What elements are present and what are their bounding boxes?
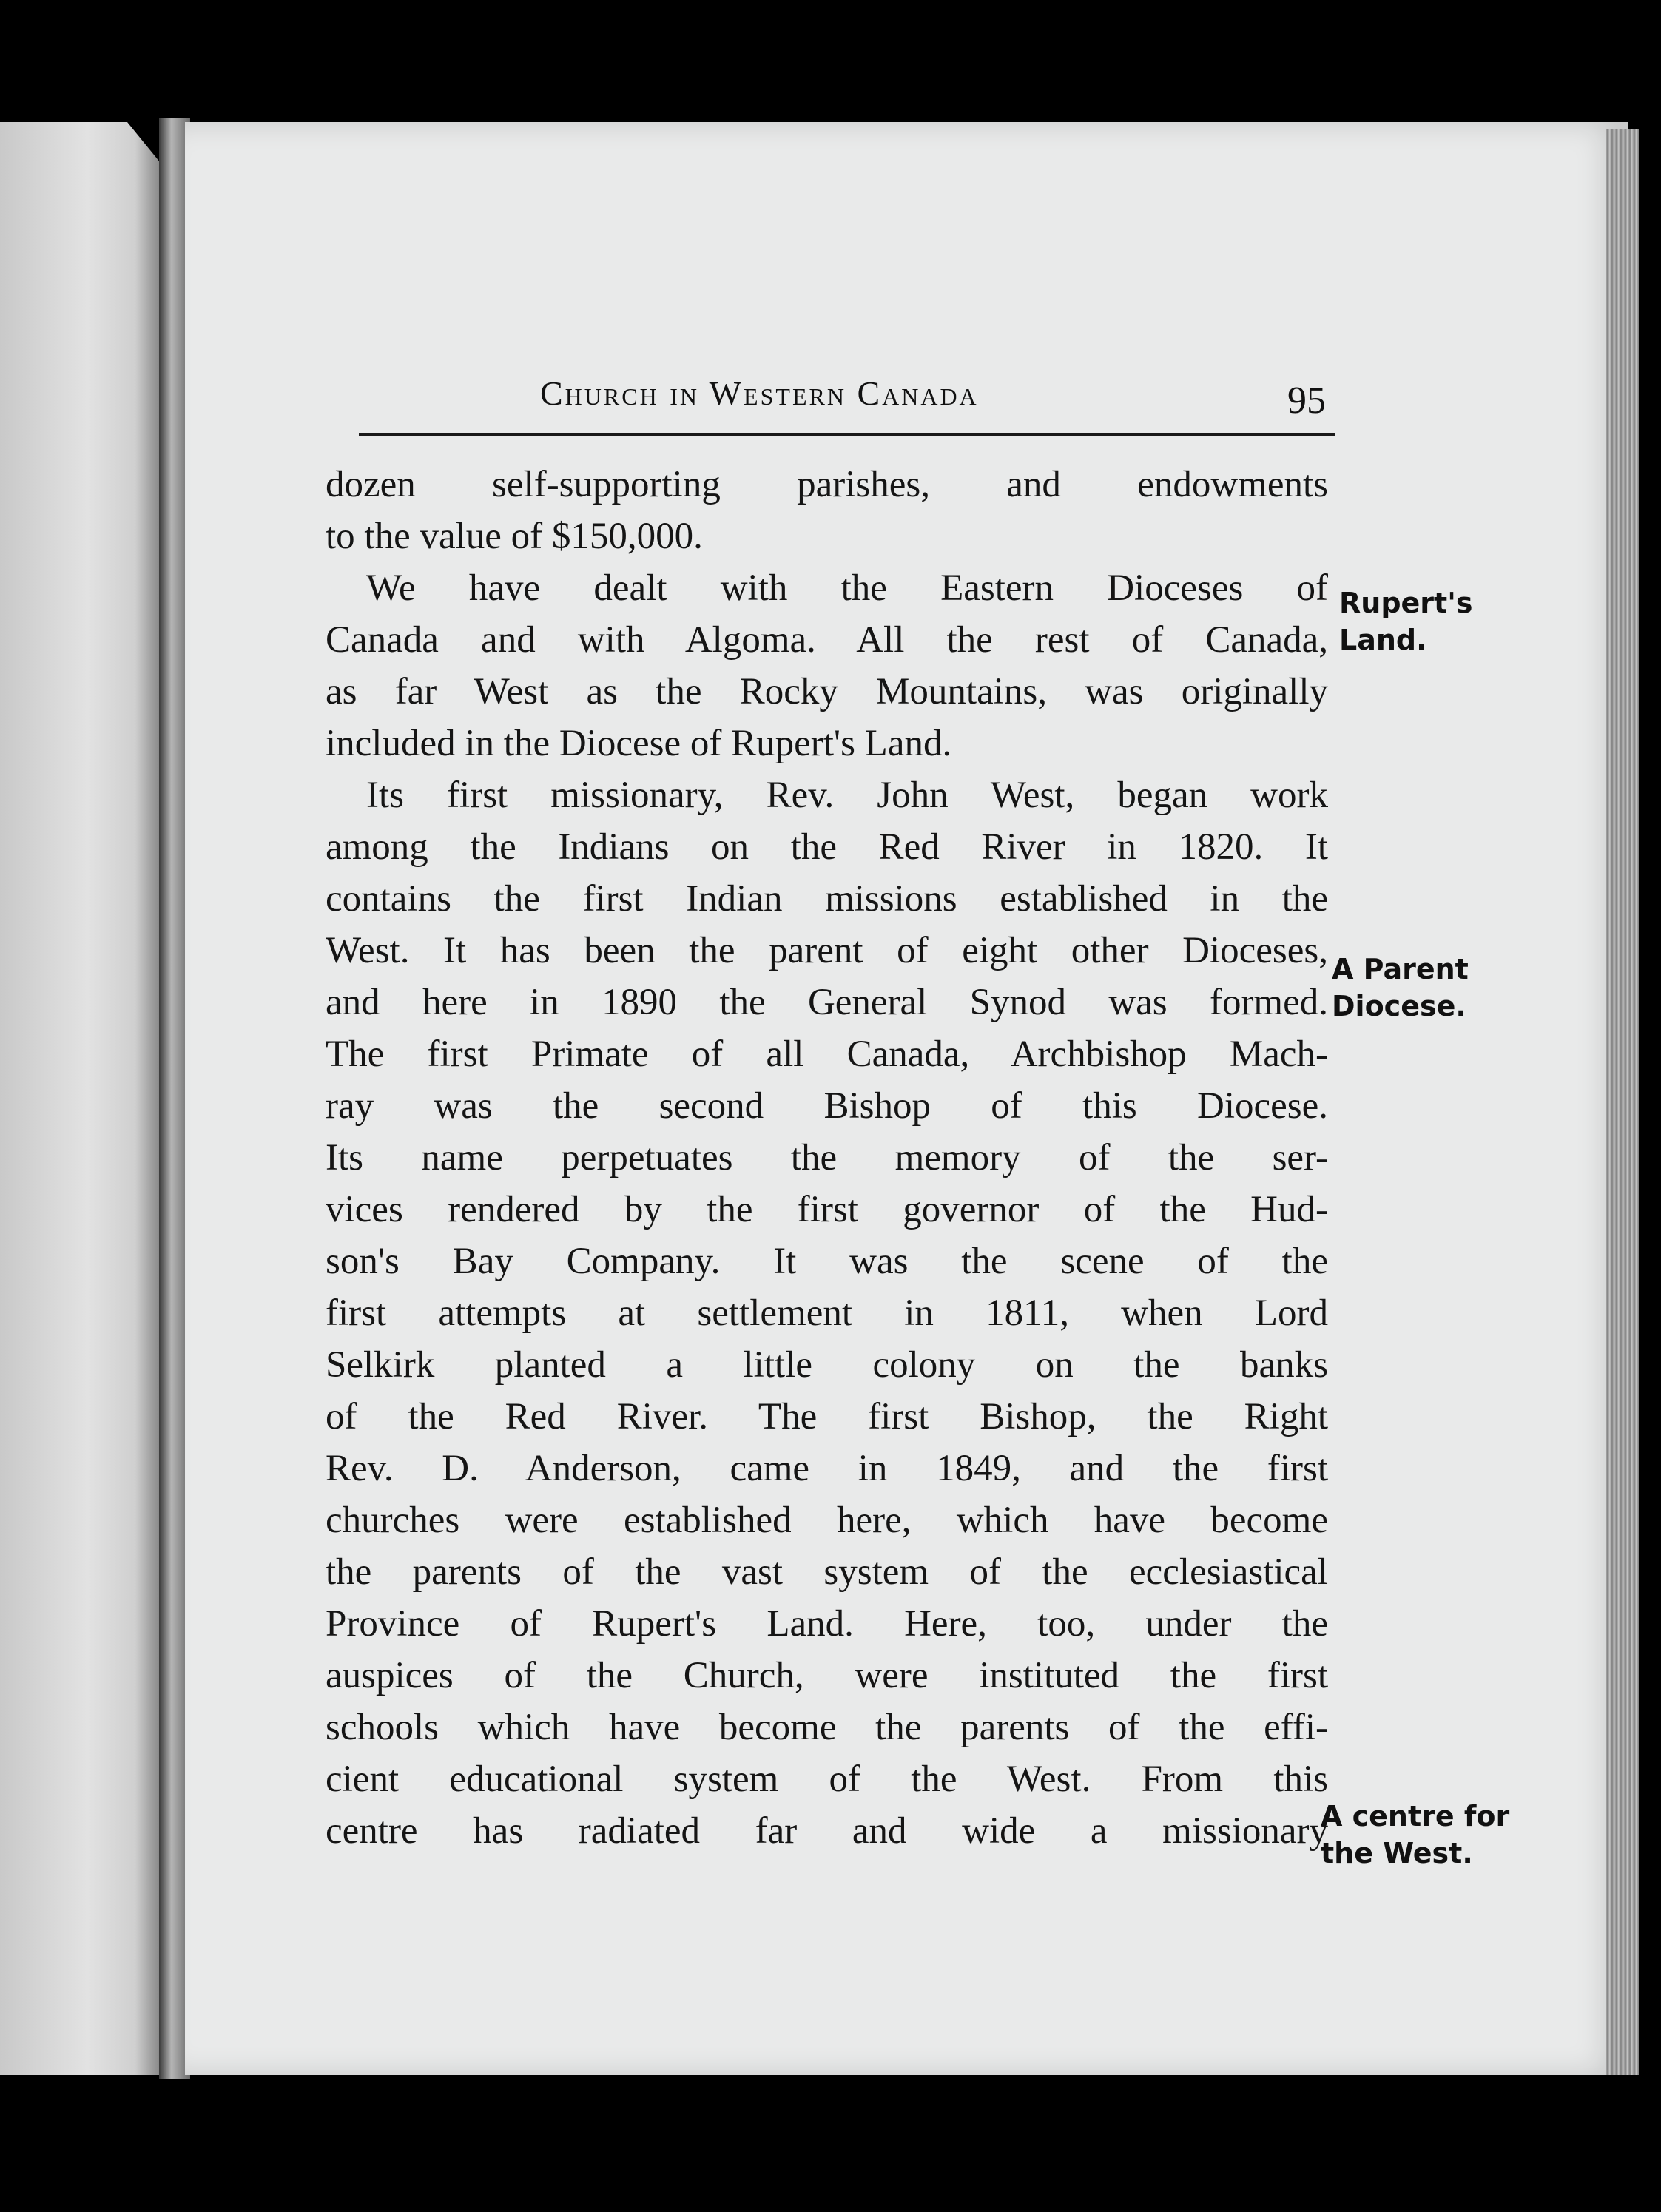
text-line: West. It has been the parent of eight other Dioceses,: [326, 930, 1328, 971]
text-line: Its first missionary, Rev. John West, began work: [366, 775, 1328, 816]
margin-note-parent-diocese: [1332, 951, 1469, 1025]
text-line: churches were established here, which have become: [326, 1500, 1328, 1541]
margin-note-ruperts-land: [1339, 584, 1472, 658]
text-line: as far West as the Rocky Mountains, was originally: [326, 671, 1328, 712]
text-line: to the value of $150,000.: [326, 516, 703, 557]
text-line: ray was the second Bishop of this Diocese.: [326, 1085, 1328, 1127]
text-line: the parents of the vast system of the ecclesiastical: [326, 1551, 1328, 1593]
text-line: Province of Rupert's Land. Here, too, under the: [326, 1603, 1328, 1645]
page-edges: [1606, 129, 1639, 2075]
text-line: cient educational system of the West. From this: [326, 1759, 1328, 1800]
text-line: Rev. D. Anderson, came in 1849, and the first: [326, 1448, 1328, 1489]
text-line: among the Indians on the Red River in 1820. It: [326, 826, 1328, 868]
previous-page: [0, 122, 159, 2075]
text-line: centre has radiated far and wide a missionary: [326, 1810, 1328, 1852]
margin-note-line: Land.: [1339, 624, 1427, 656]
text-line: included in the Diocese of Rupert's Land.: [326, 723, 952, 764]
body-text: [326, 459, 1361, 1857]
text-line: dozen self-supporting parishes, and endowments: [326, 464, 1328, 505]
margin-note-line: the West.: [1321, 1837, 1473, 1869]
running-head: Church in Western Canada: [540, 374, 979, 412]
text-line: vices rendered by the first governor of the Hud-: [326, 1189, 1328, 1230]
text-line: Canada and with Algoma. All the rest of Canada,: [326, 619, 1328, 661]
text-line: son's Bay Company. It was the scene of the: [326, 1241, 1328, 1282]
margin-note-line: A centre for: [1321, 1800, 1510, 1832]
text-line: Its name perpetuates the memory of the ser-: [326, 1137, 1328, 1179]
text-line: auspices of the Church, were instituted the first: [326, 1655, 1328, 1696]
text-line: first attempts at settlement in 1811, when Lord: [326, 1292, 1328, 1334]
header-rule: [359, 433, 1335, 436]
text-line: and here in 1890 the General Synod was formed.: [326, 982, 1328, 1023]
margin-note-line: Diocese.: [1332, 990, 1466, 1022]
text-line: of the Red River. The first Bishop, the Right: [326, 1396, 1328, 1437]
text-line: We have dealt with the Eastern Dioceses of: [366, 567, 1328, 609]
text-line: contains the first Indian missions established in the: [326, 878, 1328, 920]
text-line: schools which have become the parents of the effi-: [326, 1707, 1328, 1748]
text-line: Selkirk planted a little colony on the banks: [326, 1344, 1328, 1386]
page-number: 95: [1287, 380, 1326, 422]
margin-note-centre-west: [1321, 1798, 1509, 1872]
text-line: The first Primate of all Canada, Archbishop Mach-: [326, 1033, 1328, 1075]
margin-note-line: A Parent: [1332, 953, 1469, 985]
margin-note-line: Rupert's: [1339, 587, 1473, 619]
